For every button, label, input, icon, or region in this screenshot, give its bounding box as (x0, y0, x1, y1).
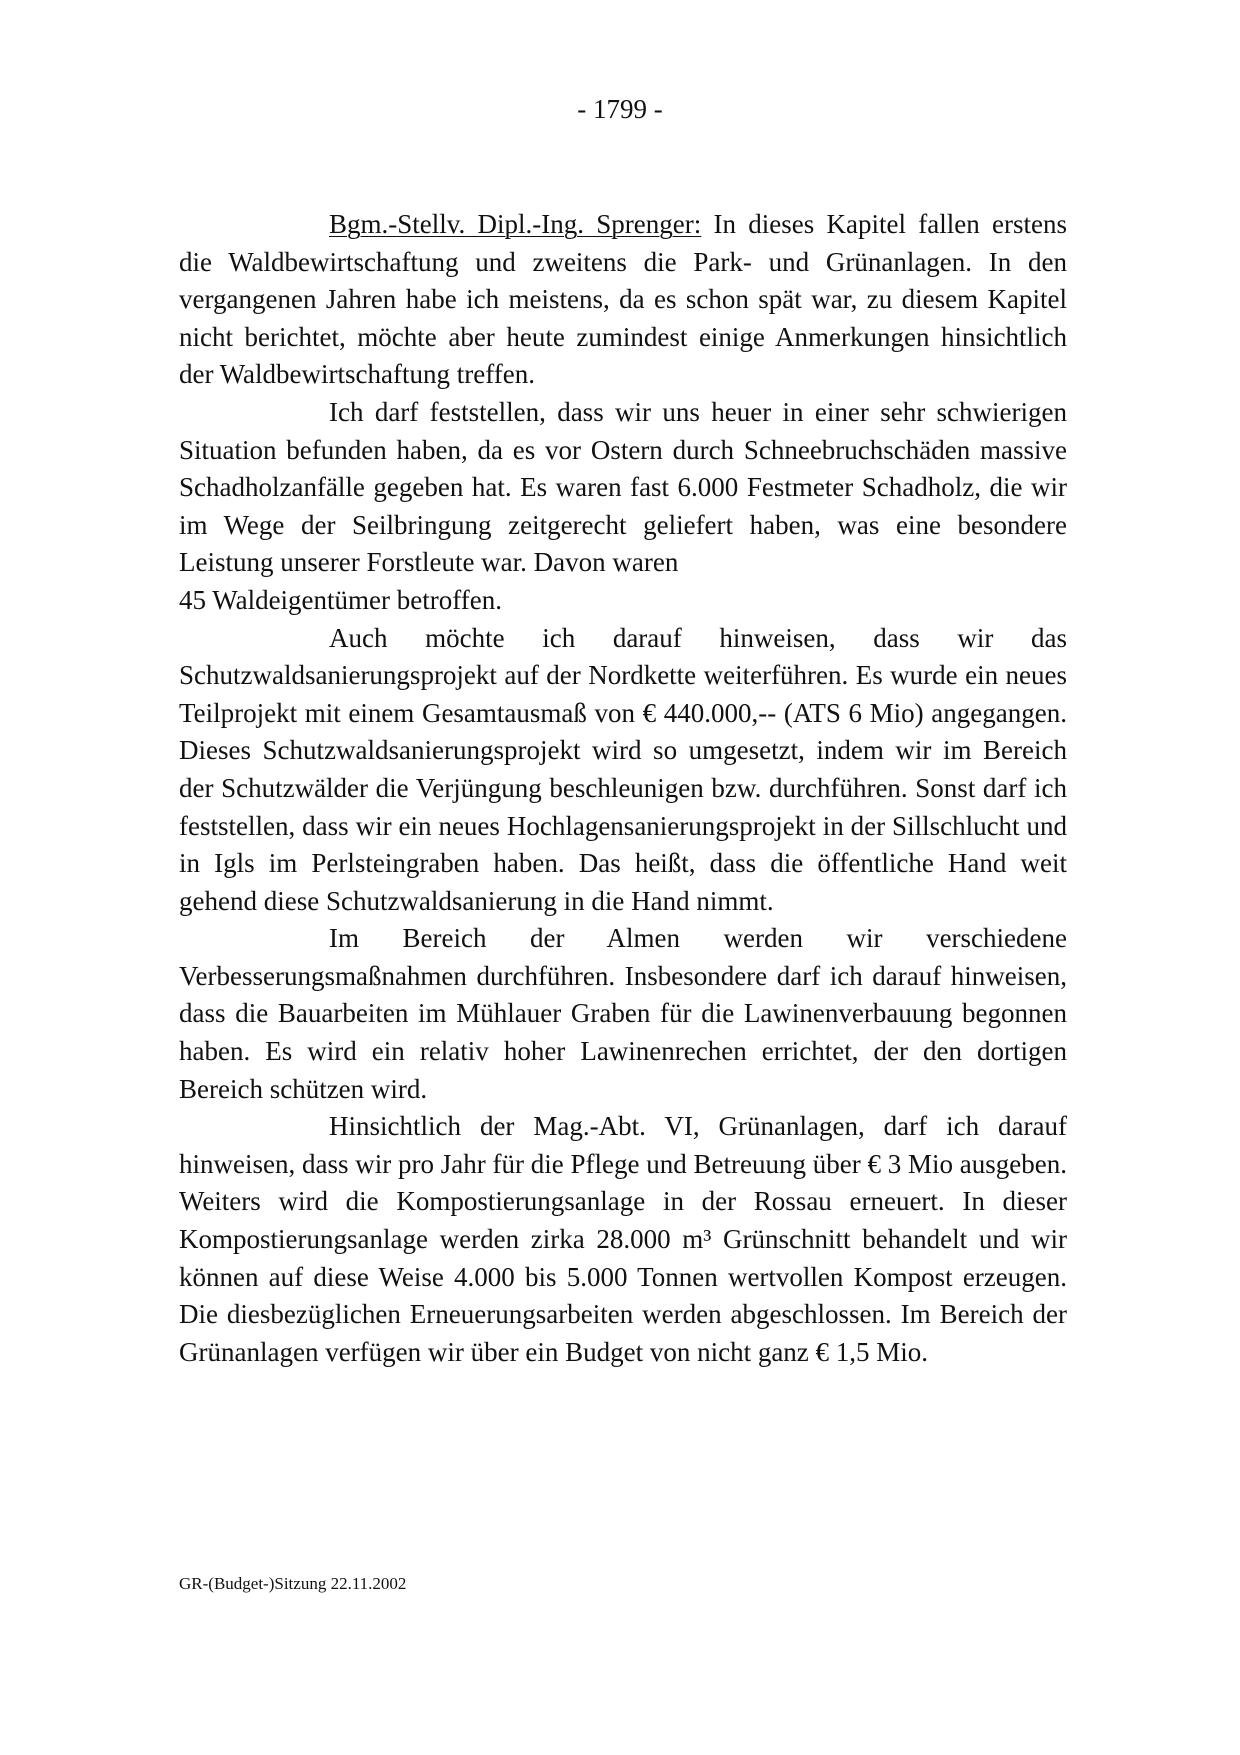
paragraph-5: Hinsichtlich der Mag.-Abt. VI, Grünanlagen, darf ich darauf hinweisen, dass wir pro Jahr für die Pflege und Betreuung über € 3 Mio ausgeben. Weiters wird die Kompostierungsanlage in der Rossau erneuert. In dieser Kompostierungsanlage werden zirka 28.000 m³ Grünschnitt behandelt und wir können auf diese Weise 4.000 bis 5.000 Tonnen wertvollen Kompost erzeugen. Die diesbezüglichen Erneuerungsarbeiten werden abgeschlossen. Im Bereich der Grünanlagen verfügen wir über ein Budget von nicht ganz € 1,5 Mio. (179, 1111, 1067, 1367)
paragraph-1 (179, 206, 1067, 394)
paragraph-3: Auch möchte ich darauf hinweisen, dass wir das Schutzwaldsanierungsprojekt auf der Nordkette weiterführen. Es wurde ein neues Teilprojekt mit einem Gesamtausmaß von € 440.000,-- (ATS 6 Mio) angegangen. Dieses Schutzwaldsanierungsprojekt wird so umgesetzt, indem wir im Bereich der Schutzwälder die Verjüngung beschleunigen bzw. durchführen. Sonst darf ich feststellen, dass wir ein neues Hochlagensanierungsprojekt in der Sillschlucht und in Igls im Perlsteingraben haben. Das heißt, dass die öffentliche Hand weit gehend diese Schutzwaldsanierung in die Hand nimmt. (179, 622, 1067, 916)
document-body (179, 206, 1067, 1371)
paragraph-2-text: Ich darf feststellen, dass wir uns heuer in einer sehr schwierigen Situation befunden haben, da es vor Ostern durch Schneebruchschäden massive Schadholzanfälle gegeben hat. Es waren fast 6.000 Festmeter Schadholz, die wir im Wege der Seilbringung zeitgerecht geliefert haben, was eine besondere Leistung unserer Forstleute war. Davon waren (179, 396, 1067, 578)
paragraph-1-text: In dieses Kapitel fallen erstens die Waldbewirtschaftung und zweitens die Park- und Grünanlagen. In den vergangenen Jahren habe ich meistens, da es schon spät war, zu diesem Kapitel nicht berichtet, möchte aber heute zumindest einige Anmerkungen hinsichtlich der Waldbewirtschaftung treffen. (179, 209, 1067, 390)
speaker-name: Bgm.-Stellv. Dipl.-Ing. Sprenger: (329, 209, 702, 239)
session-footer: GR-(Budget-)Sitzung 22.11.2002 (179, 1574, 407, 1593)
paragraph-2 (179, 394, 1067, 582)
paragraph-4: Im Bereich der Almen werden wir verschiedene Verbesserungsmaßnahmen durchführen. Insbesondere darf ich darauf hinweisen, dass die Bauarbeiten im Mühlauer Graben für die Lawinenverbauung begonnen haben. Es wird ein relativ hoher Lawinenrechen errichtet, der den dortigen Bereich schützen wird. (179, 923, 1067, 1104)
paragraph-2-continuation (179, 582, 1067, 620)
paragraph-2-tail: 45 Waldeigentümer betroffen. (179, 584, 502, 615)
page-number: - 1799 - (577, 94, 663, 124)
